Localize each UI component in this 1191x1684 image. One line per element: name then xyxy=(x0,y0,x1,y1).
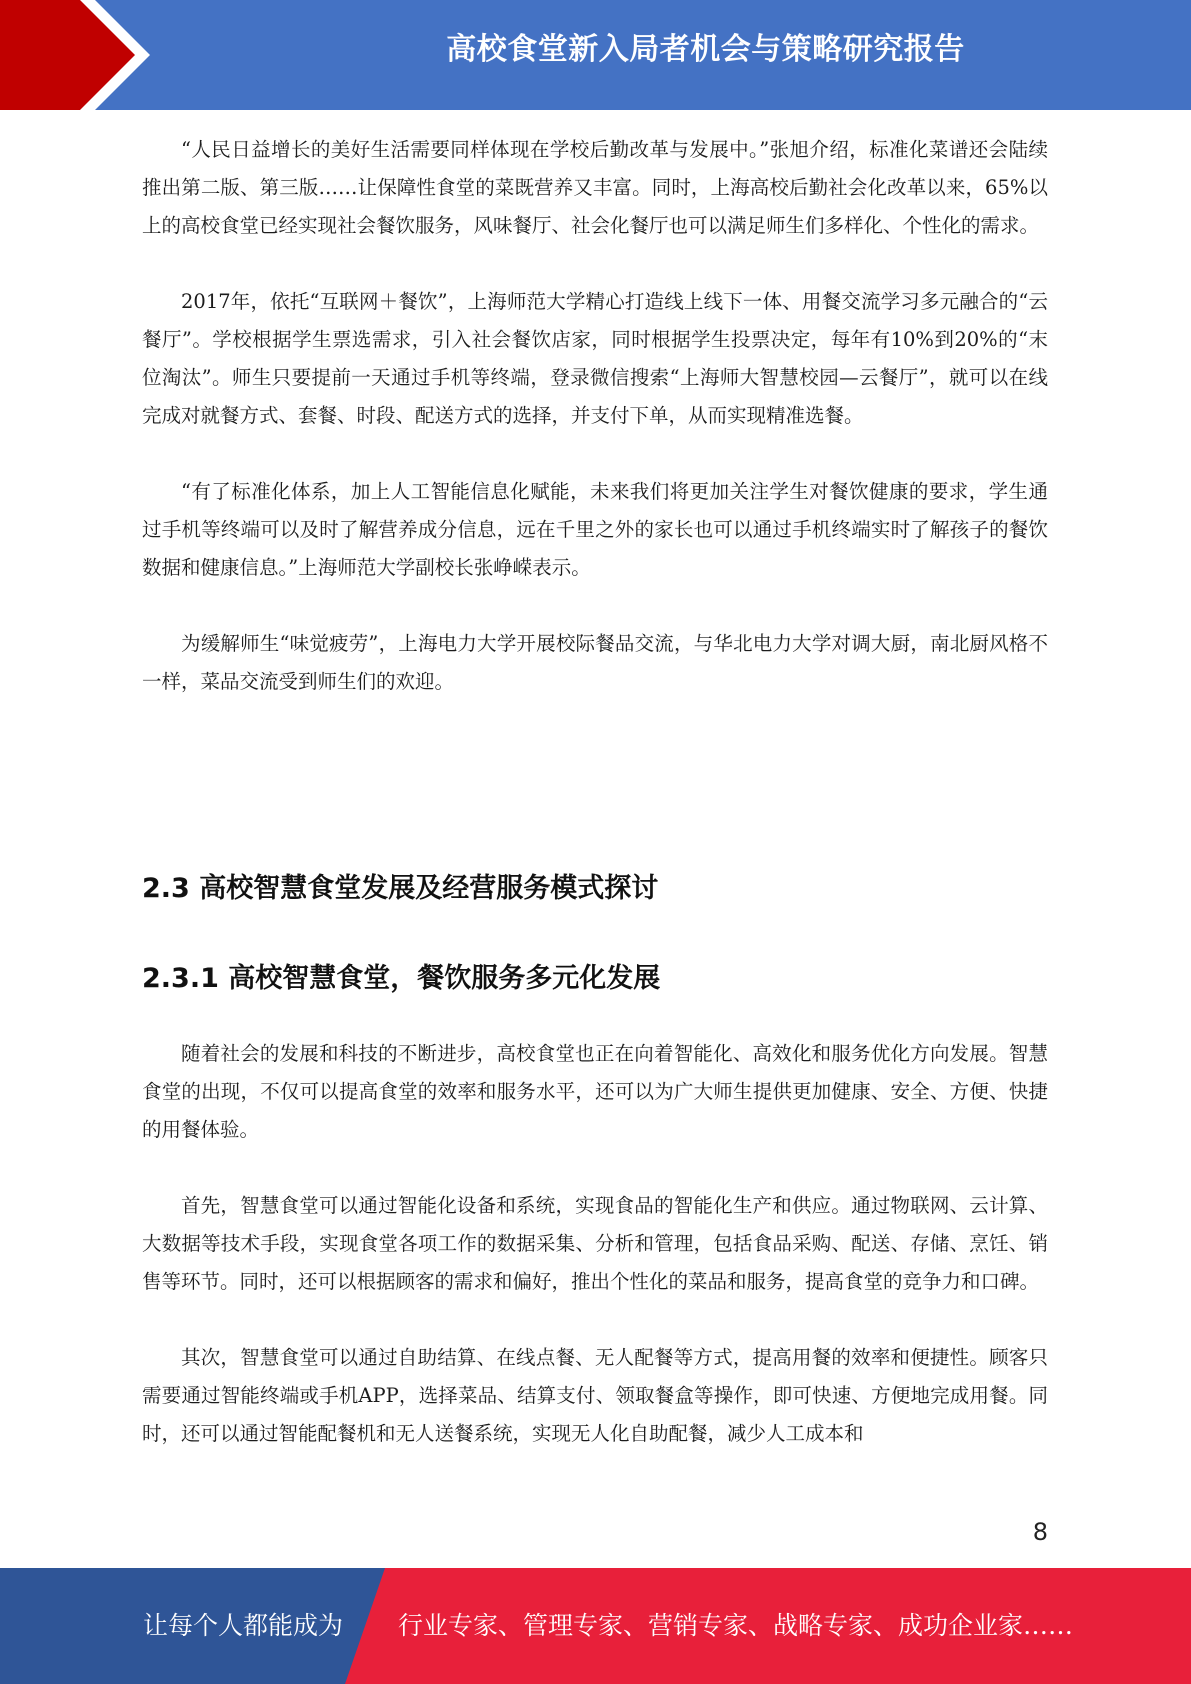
paragraph: 2017年，依托“互联网＋餐饮”，上海师范大学精心打造线上线下一体、用餐交流学习多元融合的“云餐厅”。学校根据学生票选需求，引入社会餐饮店家，同时根据学生投票决定，每年有10%到20%的“末位淘汰”。师生只要提前一天通过手机等终端，登录微信搜索“上海师大智慧校园—云餐厅”，就可以在线完成对就餐方式、套餐、时段、配送方式的选择，并支付下单，从而实现精准选餐。 xyxy=(142,290,1048,427)
paragraph: 其次，智慧食堂可以通过自助结算、在线点餐、无人配餐等方式，提高用餐的效率和便捷性。顾客只需要通过智能终端或手机APP，选择菜品、结算支付、领取餐盒等操作，即可快速、方便地完成用餐。同时，还可以通过智能配餐机和无人送餐系统，实现无人化自助配餐，减少人工成本和 xyxy=(142,1346,1048,1445)
page-footer xyxy=(0,1568,1191,1684)
smart-canteen-section xyxy=(142,1035,1048,1453)
page-number: 8 xyxy=(1032,1518,1048,1546)
paragraph: 随着社会的发展和科技的不断进步，高校食堂也正在向着智能化、高效化和服务优化方向发展。智慧食堂的出现，不仅可以提高食堂的效率和服务水平，还可以为广大师生提供更加健康、安全、方便、快捷的用餐体验。 xyxy=(142,1042,1048,1141)
section-heading-2-3-1: 2.3.1 高校智慧食堂，餐饮服务多元化发展 xyxy=(142,963,661,994)
intro-section xyxy=(142,131,1048,701)
report-title: 高校食堂新入局者机会与策略研究报告 xyxy=(446,32,965,67)
paragraph: “有了标准化体系，加上人工智能信息化赋能，未来我们将更加关注学生对餐饮健康的要求，学生通过手机等终端可以及时了解营养成分信息，远在千里之外的家长也可以通过手机终端实时了解孩子的餐饮数据和健康信息。”上海师范大学副校长张峥嵘表示。 xyxy=(142,480,1048,579)
paragraph: “人民日益增长的美好生活需要同样体现在学校后勤改革与发展中。”张旭介绍，标准化菜谱还会陆续推出第二版、第三版……让保障性食堂的菜既营养又丰富。同时，上海高校后勤社会化改革以来，65%以上的高校食堂已经实现社会餐饮服务，风味餐厅、社会化餐厅也可以满足师生们多样化、个性化的需求。 xyxy=(142,138,1048,237)
slogan-left: 让每个人都能成为 xyxy=(143,1611,344,1640)
paragraph: 首先，智慧食堂可以通过智能化设备和系统，实现食品的智能化生产和供应。通过物联网、云计算、大数据等技术手段，实现食堂各项工作的数据采集、分析和管理，包括食品采购、配送、存储、烹饪、销售等环节。同时，还可以根据顾客的需求和偏好，推出个性化的菜品和服务，提高食堂的竞争力和口碑。 xyxy=(142,1194,1048,1293)
page-header xyxy=(0,0,1191,110)
section-heading-2-3: 2.3 高校智慧食堂发展及经营服务模式探讨 xyxy=(142,873,659,904)
paragraph: 为缓解师生“味觉疲劳”，上海电力大学开展校际餐品交流，与华北电力大学对调大厨，南北厨风格不一样，菜品交流受到师生们的欢迎。 xyxy=(142,632,1048,693)
chevron-arrow-icon xyxy=(0,0,160,110)
slogan-right: 行业专家、管理专家、营销专家、战略专家、成功企业家…… xyxy=(398,1611,1074,1640)
